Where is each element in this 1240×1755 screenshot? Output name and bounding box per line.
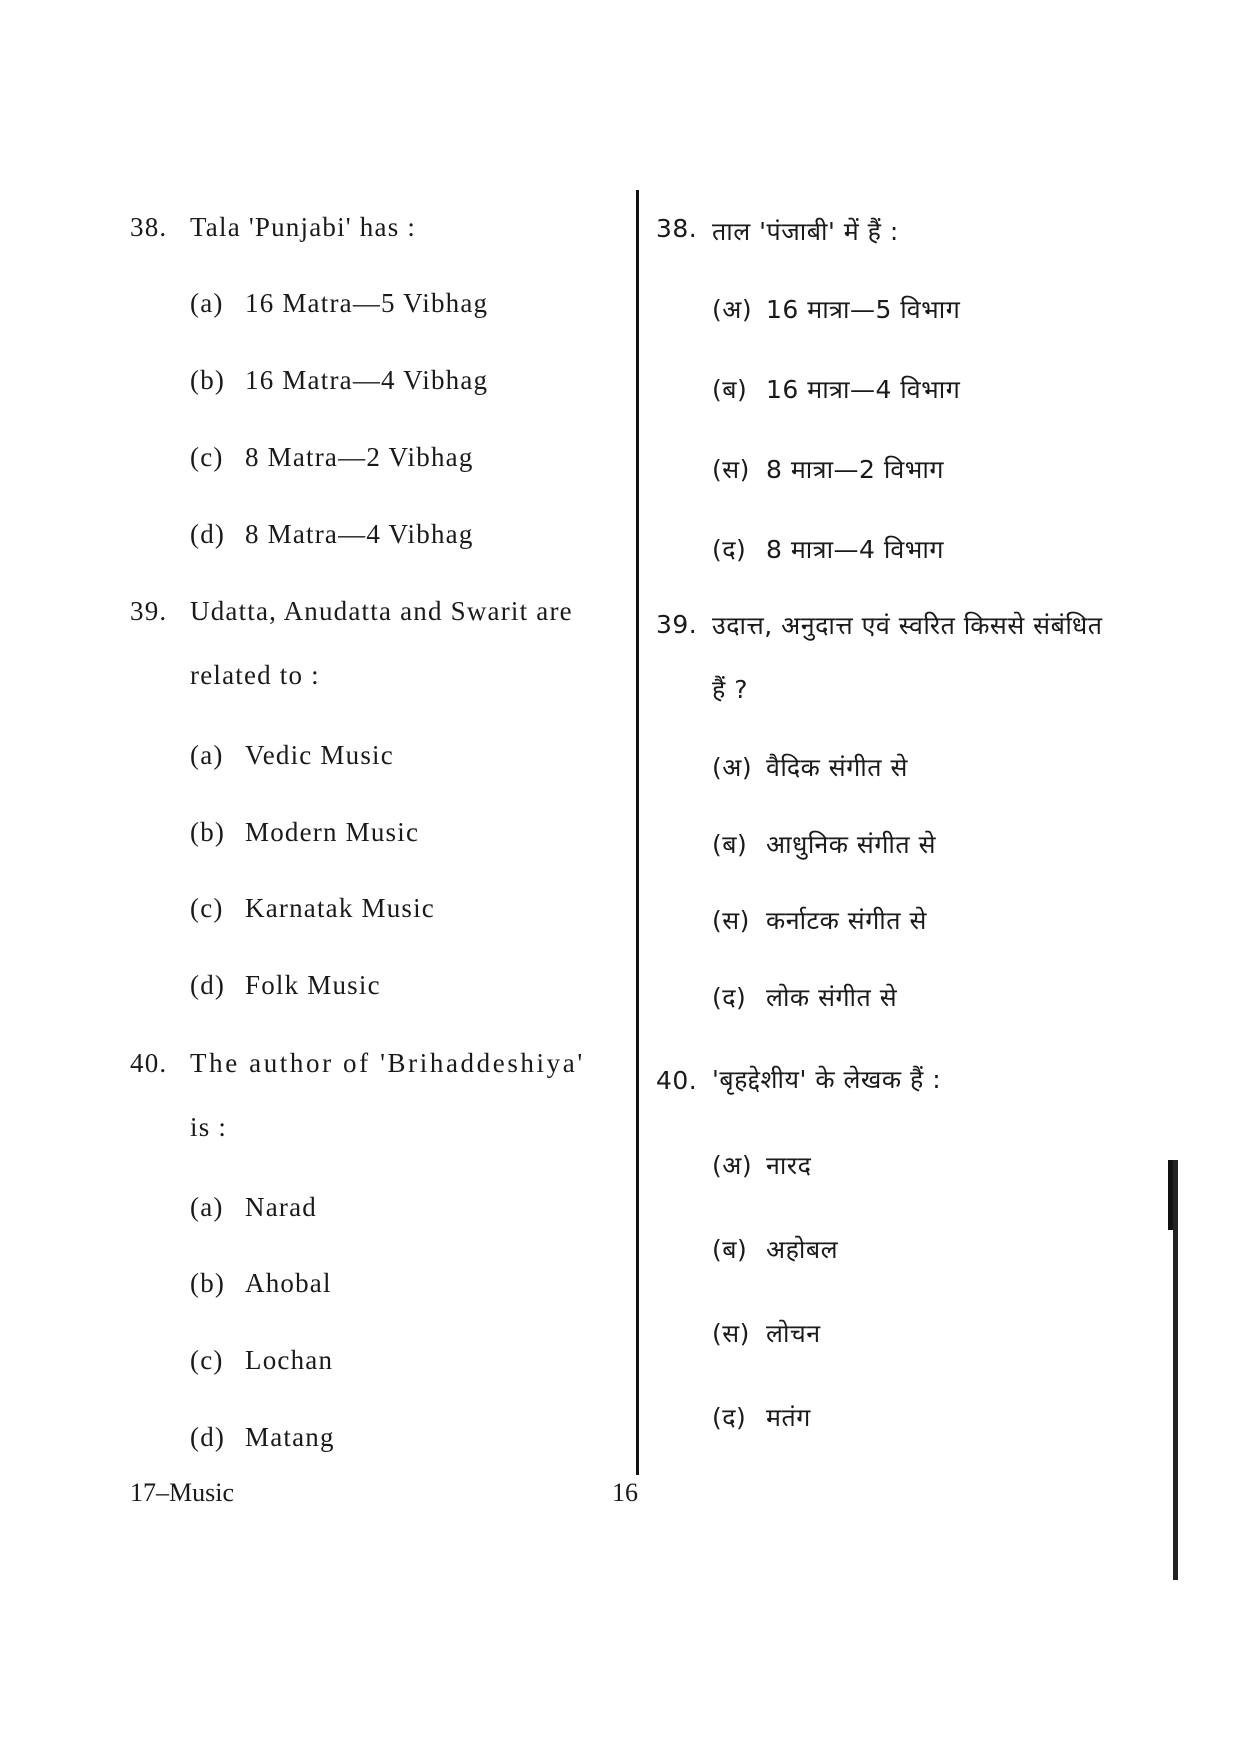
- option-text: नारद: [766, 1151, 812, 1180]
- option-text: Modern Music: [245, 817, 420, 847]
- option-label: (अ): [712, 1151, 753, 1180]
- option-label: (स): [712, 906, 750, 935]
- option-text: 8 मात्रा—2 विभाग: [766, 455, 944, 484]
- option-text: Matang: [245, 1422, 335, 1452]
- option-text: वैदिक संगीत से: [766, 753, 908, 782]
- option-text: 16 Matra—4 Vibhag: [245, 365, 489, 395]
- option-label: (स): [712, 455, 750, 484]
- option-text: कर्नाटक संगीत से: [766, 906, 927, 935]
- question-number: 40.: [656, 1066, 698, 1095]
- option-label: (a): [190, 1192, 224, 1222]
- option-label: (ब): [712, 375, 748, 404]
- option-label: (c): [190, 442, 224, 472]
- page-number: 16: [612, 1478, 638, 1507]
- option-label: (अ): [712, 295, 753, 324]
- option-text: मतंग: [766, 1403, 811, 1432]
- option-label: (ब): [712, 830, 748, 859]
- option-label: (a): [190, 288, 224, 318]
- option-label: (b): [190, 1268, 226, 1298]
- question-text: is :: [190, 1112, 228, 1142]
- option-text: 16 मात्रा—5 विभाग: [766, 295, 961, 324]
- question-text: ताल 'पंजाबी' में हैं :: [712, 217, 899, 246]
- option-text: लोचन: [766, 1319, 821, 1348]
- option-text: Narad: [245, 1192, 317, 1222]
- option-label: (d): [190, 519, 226, 549]
- option-text: 8 Matra—2 Vibhag: [245, 442, 474, 472]
- question-text: हैं ?: [712, 675, 748, 704]
- option-label: (a): [190, 740, 224, 770]
- option-label: (d): [190, 970, 226, 1000]
- question-number: 39.: [130, 596, 168, 626]
- option-label: (द): [712, 535, 747, 564]
- scan-edge-line: [1173, 1160, 1178, 1580]
- option-label: (b): [190, 365, 226, 395]
- question-text: The author of 'Brihaddeshiya': [190, 1048, 585, 1078]
- column-divider: [636, 190, 639, 1475]
- option-text: Folk Music: [245, 970, 381, 1000]
- question-number: 39.: [656, 610, 698, 639]
- question-text: 'बृहद्देशीय' के लेखक हैं :: [712, 1065, 942, 1094]
- option-text: Vedic Music: [245, 740, 394, 770]
- question-text: उदात्त, अनुदात्त एवं स्वरित किससे संबंधित: [712, 611, 1103, 640]
- option-text: 16 मात्रा—4 विभाग: [766, 375, 961, 404]
- option-label: (c): [190, 1345, 224, 1375]
- question-number: 38.: [130, 212, 168, 242]
- option-label: (d): [190, 1422, 226, 1452]
- footer-subject-code: 17–Music: [130, 1478, 234, 1507]
- option-text: 16 Matra—5 Vibhag: [245, 288, 489, 318]
- option-text: Ahobal: [245, 1268, 332, 1298]
- option-text: अहोबल: [766, 1235, 839, 1264]
- option-text: आधुनिक संगीत से: [766, 830, 936, 859]
- option-label: (द): [712, 1403, 747, 1432]
- question-text: Udatta, Anudatta and Swarit are: [190, 596, 573, 626]
- question-number: 38.: [656, 214, 698, 243]
- option-label: (c): [190, 893, 224, 923]
- option-label: (स): [712, 1319, 750, 1348]
- option-label: (b): [190, 817, 226, 847]
- option-text: Lochan: [245, 1345, 334, 1375]
- option-label: (अ): [712, 753, 753, 782]
- option-text: Karnatak Music: [245, 893, 435, 923]
- question-text: Tala 'Punjabi' has :: [190, 212, 417, 242]
- question-number: 40.: [130, 1048, 168, 1078]
- option-text: 8 Matra—4 Vibhag: [245, 519, 474, 549]
- option-text: लोक संगीत से: [766, 983, 898, 1012]
- question-text: related to :: [190, 660, 320, 690]
- option-label: (द): [712, 983, 747, 1012]
- option-text: 8 मात्रा—4 विभाग: [766, 535, 944, 564]
- option-label: (ब): [712, 1235, 748, 1264]
